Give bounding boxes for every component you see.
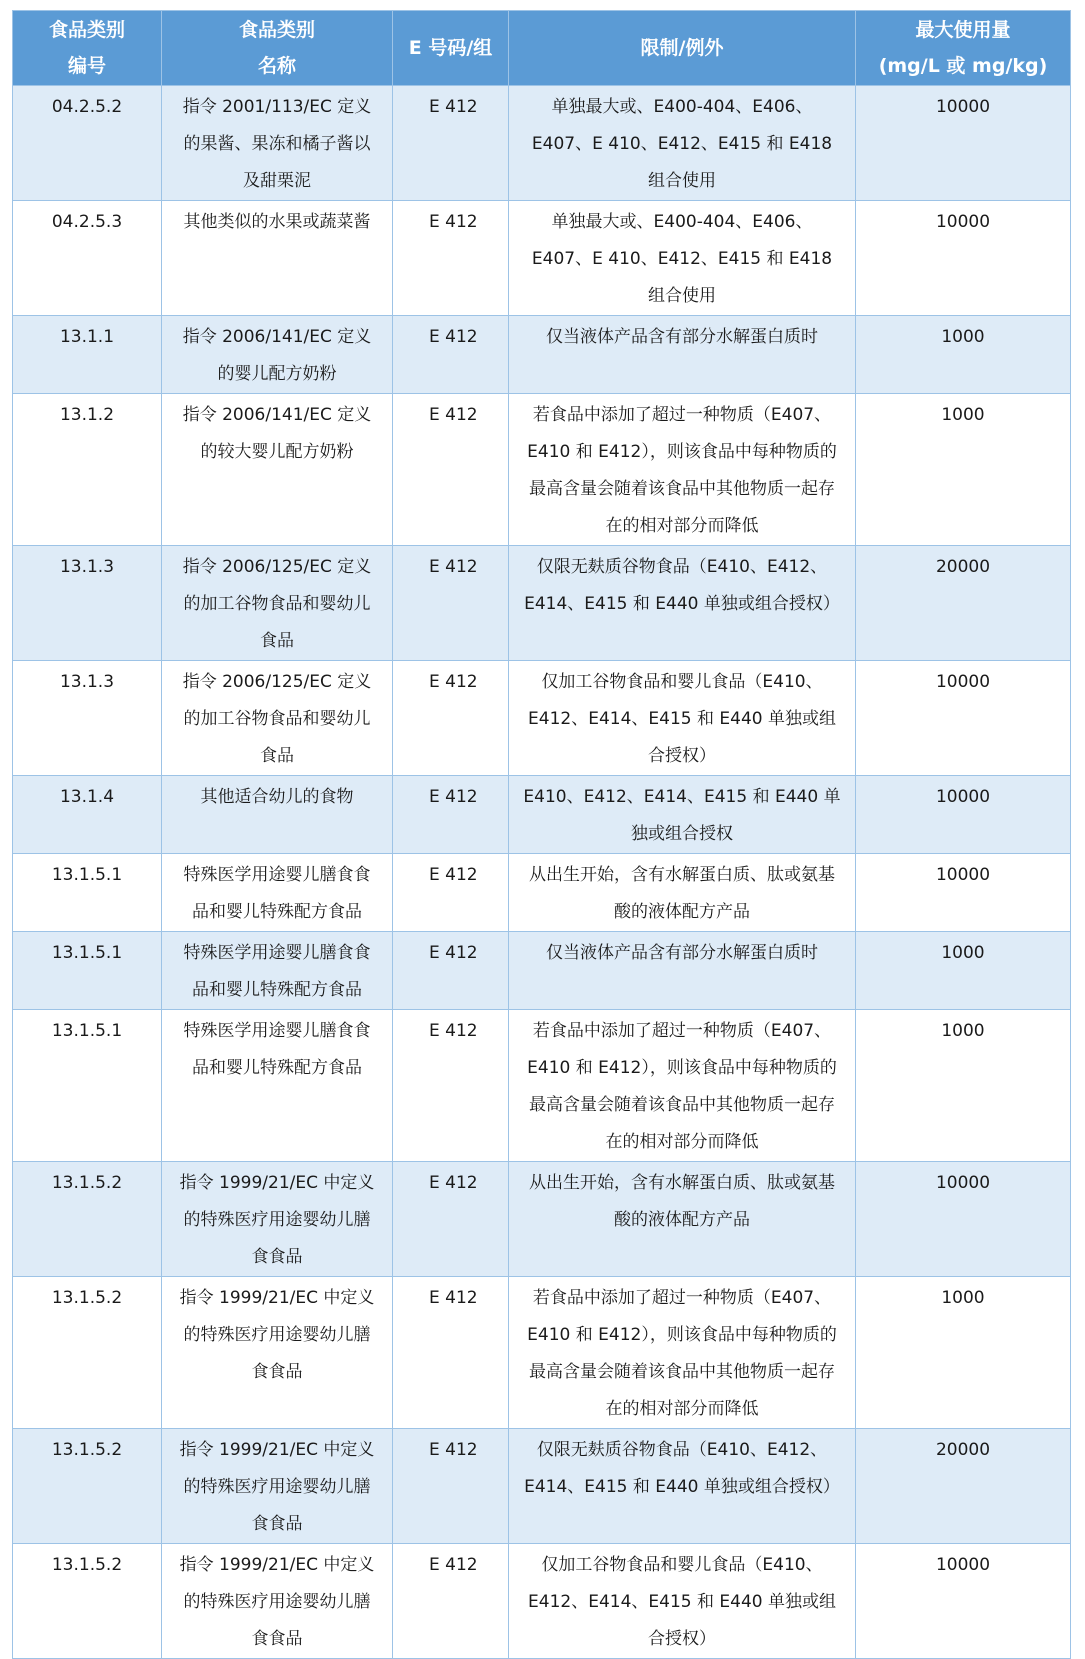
table-header [13, 11, 1071, 86]
cell-restriction: 若食品中添加了超过一种物质（E407、E410 和 E412），则该食品中每种物质的最高含量会随着该食品中其他物质一起存在的相对部分而降低 [509, 1277, 856, 1429]
cell-name: 其他适合幼儿的食物 [162, 776, 393, 854]
cell-max-level: 1000 [856, 394, 1071, 546]
cell-max-level: 10000 [856, 201, 1071, 316]
table-row [13, 1429, 1071, 1544]
cell-max-level: 1000 [856, 316, 1071, 394]
cell-e-number: E 412 [393, 1010, 509, 1162]
header-e-number: E 号码/组 [393, 11, 509, 86]
cell-name: 指令 2001/113/EC 定义的果酱、果冻和橘子酱以及甜栗泥 [162, 86, 393, 201]
cell-code: 13.1.5.1 [13, 854, 162, 932]
cell-max-level: 1000 [856, 1277, 1071, 1429]
table-row [13, 1544, 1071, 1659]
cell-max-level: 10000 [856, 1162, 1071, 1277]
cell-e-number: E 412 [393, 1429, 509, 1544]
cell-name: 其他类似的水果或蔬菜酱 [162, 201, 393, 316]
cell-name: 指令 1999/21/EC 中定义的特殊医疗用途婴幼儿膳食食品 [162, 1544, 393, 1659]
table-body [13, 86, 1071, 1659]
cell-e-number: E 412 [393, 1162, 509, 1277]
table-row [13, 1277, 1071, 1429]
cell-e-number: E 412 [393, 661, 509, 776]
cell-name: 指令 2006/141/EC 定义的较大婴儿配方奶粉 [162, 394, 393, 546]
cell-max-level: 1000 [856, 932, 1071, 1010]
cell-restriction: 单独最大或、E400-404、E406、E407、E 410、E412、E415 和 E418 组合使用 [509, 201, 856, 316]
cell-e-number: E 412 [393, 86, 509, 201]
cell-restriction: 仅限无麸质谷物食品（E410、E412、E414、E415 和 E440 单独或组合授权） [509, 1429, 856, 1544]
table-row [13, 316, 1071, 394]
cell-name: 指令 1999/21/EC 中定义的特殊医疗用途婴幼儿膳食食品 [162, 1429, 393, 1544]
food-additive-table [12, 10, 1071, 1659]
food-additive-table-container [12, 10, 1070, 1659]
cell-max-level: 20000 [856, 546, 1071, 661]
table-row [13, 661, 1071, 776]
cell-max-level: 20000 [856, 1429, 1071, 1544]
cell-e-number: E 412 [393, 1544, 509, 1659]
cell-max-level: 10000 [856, 776, 1071, 854]
cell-name: 特殊医学用途婴儿膳食食品和婴儿特殊配方食品 [162, 1010, 393, 1162]
cell-e-number: E 412 [393, 932, 509, 1010]
cell-code: 13.1.1 [13, 316, 162, 394]
header-max-level: 最大使用量 (mg/L 或 mg/kg) [856, 11, 1071, 86]
cell-name: 指令 2006/125/EC 定义的加工谷物食品和婴幼儿食品 [162, 546, 393, 661]
table-row [13, 546, 1071, 661]
table-row [13, 776, 1071, 854]
cell-e-number: E 412 [393, 316, 509, 394]
cell-code: 04.2.5.2 [13, 86, 162, 201]
cell-name: 指令 1999/21/EC 中定义的特殊医疗用途婴幼儿膳食食品 [162, 1162, 393, 1277]
cell-code: 13.1.5.1 [13, 932, 162, 1010]
cell-code: 13.1.3 [13, 661, 162, 776]
header-row [13, 11, 1071, 86]
cell-max-level: 10000 [856, 661, 1071, 776]
cell-max-level: 1000 [856, 1010, 1071, 1162]
cell-name: 特殊医学用途婴儿膳食食品和婴儿特殊配方食品 [162, 932, 393, 1010]
cell-restriction: 若食品中添加了超过一种物质（E407、E410 和 E412），则该食品中每种物质的最高含量会随着该食品中其他物质一起存在的相对部分而降低 [509, 394, 856, 546]
cell-code: 13.1.5.2 [13, 1162, 162, 1277]
cell-max-level: 10000 [856, 1544, 1071, 1659]
cell-max-level: 10000 [856, 854, 1071, 932]
cell-restriction: 仅加工谷物食品和婴儿食品（E410、E412、E414、E415 和 E440 单独或组合授权） [509, 1544, 856, 1659]
cell-restriction: 单独最大或、E400-404、E406、E407、E 410、E412、E415 和 E418 组合使用 [509, 86, 856, 201]
cell-code: 13.1.4 [13, 776, 162, 854]
table-row [13, 394, 1071, 546]
cell-code: 13.1.2 [13, 394, 162, 546]
cell-code: 13.1.3 [13, 546, 162, 661]
cell-restriction: E410、E412、E414、E415 和 E440 单独或组合授权 [509, 776, 856, 854]
cell-e-number: E 412 [393, 776, 509, 854]
cell-code: 04.2.5.3 [13, 201, 162, 316]
table-row [13, 86, 1071, 201]
cell-restriction: 仅限无麸质谷物食品（E410、E412、E414、E415 和 E440 单独或组合授权） [509, 546, 856, 661]
cell-code: 13.1.5.2 [13, 1544, 162, 1659]
cell-code: 13.1.5.2 [13, 1429, 162, 1544]
header-category-name: 食品类别 名称 [162, 11, 393, 86]
cell-restriction: 若食品中添加了超过一种物质（E407、E410 和 E412），则该食品中每种物质的最高含量会随着该食品中其他物质一起存在的相对部分而降低 [509, 1010, 856, 1162]
cell-e-number: E 412 [393, 854, 509, 932]
cell-name: 指令 1999/21/EC 中定义的特殊医疗用途婴幼儿膳食食品 [162, 1277, 393, 1429]
table-row [13, 1010, 1071, 1162]
cell-name: 指令 2006/125/EC 定义的加工谷物食品和婴幼儿食品 [162, 661, 393, 776]
header-restriction: 限制/例外 [509, 11, 856, 86]
table-row [13, 1162, 1071, 1277]
cell-code: 13.1.5.2 [13, 1277, 162, 1429]
cell-name: 特殊医学用途婴儿膳食食品和婴儿特殊配方食品 [162, 854, 393, 932]
cell-restriction: 从出生开始，含有水解蛋白质、肽或氨基酸的液体配方产品 [509, 854, 856, 932]
cell-code: 13.1.5.1 [13, 1010, 162, 1162]
header-category-code: 食品类别 编号 [13, 11, 162, 86]
cell-restriction: 从出生开始，含有水解蛋白质、肽或氨基酸的液体配方产品 [509, 1162, 856, 1277]
cell-restriction: 仅加工谷物食品和婴儿食品（E410、E412、E414、E415 和 E440 单独或组合授权） [509, 661, 856, 776]
table-row [13, 201, 1071, 316]
cell-restriction: 仅当液体产品含有部分水解蛋白质时 [509, 316, 856, 394]
cell-e-number: E 412 [393, 1277, 509, 1429]
cell-e-number: E 412 [393, 546, 509, 661]
table-row [13, 854, 1071, 932]
cell-name: 指令 2006/141/EC 定义的婴儿配方奶粉 [162, 316, 393, 394]
table-row [13, 932, 1071, 1010]
cell-e-number: E 412 [393, 201, 509, 316]
cell-max-level: 10000 [856, 86, 1071, 201]
cell-e-number: E 412 [393, 394, 509, 546]
cell-restriction: 仅当液体产品含有部分水解蛋白质时 [509, 932, 856, 1010]
